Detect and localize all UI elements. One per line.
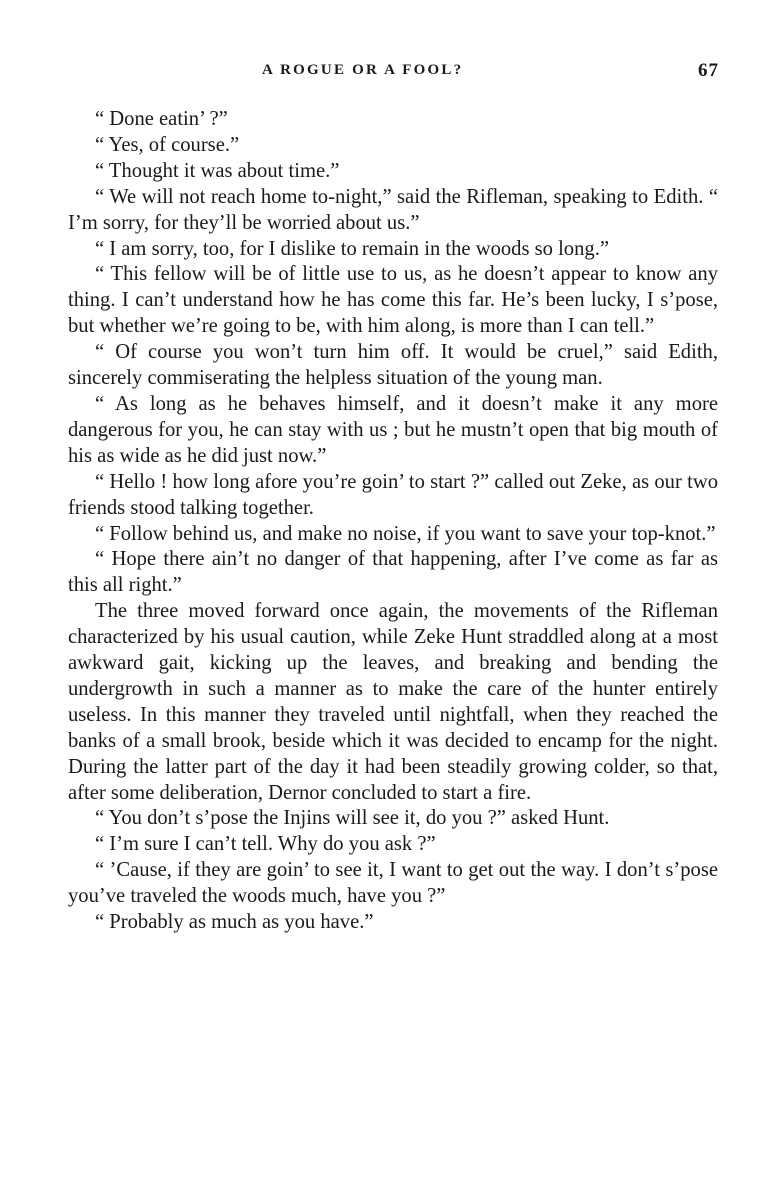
narrative-moved-forward: The three moved forward once again, the movements of the Rifleman characterized by his usual caution, while Zeke Hunt straddled along at a most awkward gait, kicking up the leaves, and breaking and bending the undergrowth in such a manner as to make the care of the hunter entirely useless. In this manner they traveled until nightfall, when they reached the banks of a small brook, beside which it was decided to encamp for the night. During the latter part of the day it had been steadily growing colder, so that, after some deliberation, Dernor concluded to start a fire. [68,600,718,804]
running-head [0,62,784,86]
body-text [68,107,718,936]
dialogue-behaves-himself: “ As long as he behaves himself, and it doesn’t make it any more dangerous for you, he can stay with us ; but he mustn’t open that big mouth of his as wide as he did just now.” [68,392,718,467]
dialogue-injins-see-it: “ You don’t s’pose the Injins will see it, do you ?” asked Hunt. [95,807,610,830]
dialogue-hope-no-danger: “ Hope there ain’t no danger of that happening, after I’ve come as far as this all right.” [68,548,718,597]
dialogue-reach-home: “ We will not reach home to-night,” said the Rifleman, speaking to Edith. “ I’m sorry, for they’ll be worried about us.” [68,185,718,234]
dialogue-little-use: “ This fellow will be of little use to us, as he doesn’t appear to know any thing. I can’t understand how he has come this far. He’s been lucky, I s’pose, but whether we’re going to be, with him along, is more than I can tell.” [68,263,718,338]
dialogue-yes-of-course: “ Yes, of course.” [95,133,240,156]
dialogue-follow-behind: “ Follow behind us, and make no noise, if you want to save your top-knot.” [95,522,716,545]
dialogue-hello: “ Hello ! how long afore you’re goin’ to start ?” called out Zeke, as our two friends stood talking together. [68,470,718,519]
dialogue-sorry-too: “ I am sorry, too, for I dislike to remain in the woods so long.” [95,237,609,260]
dialogue-probably: “ Probably as much as you have.” [95,911,374,934]
dialogue-done-eatin: “ Done eatin’ ?” [95,108,228,130]
running-title: A ROGUE OR A FOOL? [262,62,464,78]
dialogue-cant-tell: “ I’m sure I can’t tell. Why do you ask ?” [95,833,436,856]
dialogue-cause-if: “ ’Cause, if they are goin’ to see it, I want to get out the way. I don’t s’pose you’ve traveled the woods much, have you ?” [68,859,718,908]
dialogue-turn-him-off: “ Of course you won’t turn him off. It would be cruel,” said Edith, sincerely commiserating the helpless situation of the young man. [68,341,718,390]
dialogue-about-time: “ Thought it was about time.” [95,159,340,182]
page-number: 67 [698,60,719,81]
